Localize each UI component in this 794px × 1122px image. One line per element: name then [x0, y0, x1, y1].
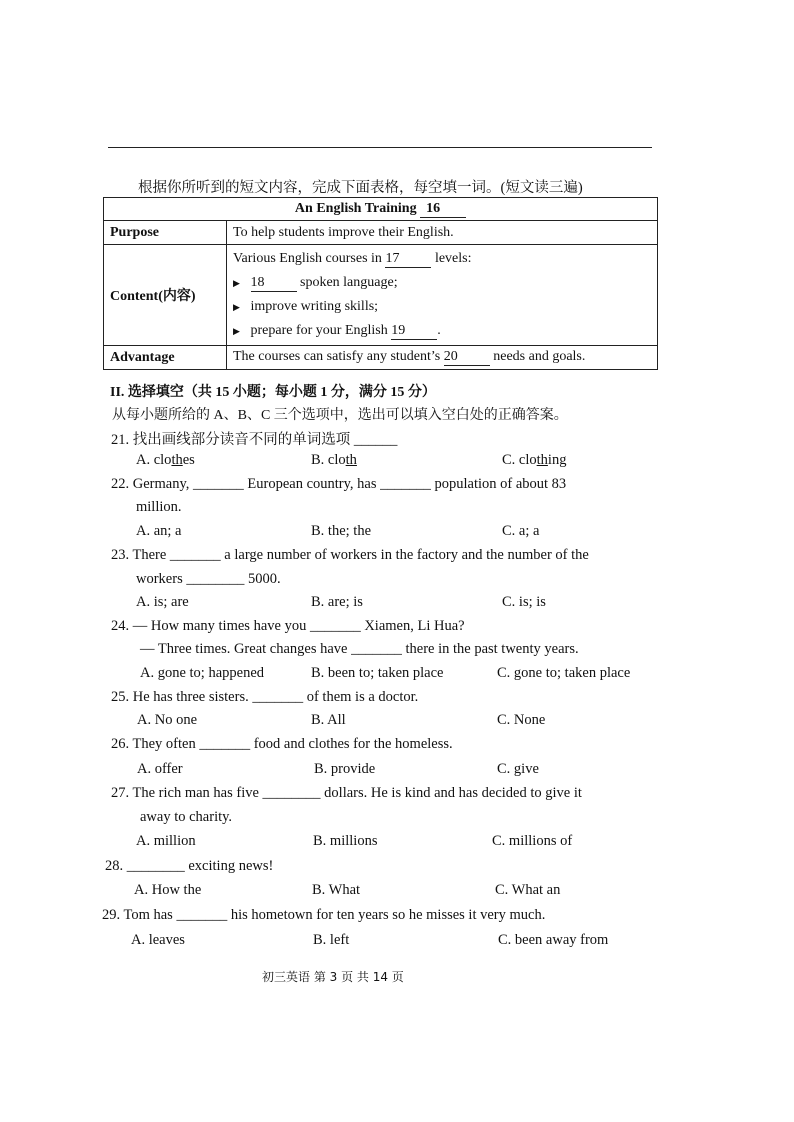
content-label: Content(内容) [104, 245, 227, 346]
q25-option-c[interactable]: C. None [497, 712, 546, 728]
advantage-label: Advantage [104, 346, 227, 370]
triangle-bullet-icon: ▶ [233, 302, 240, 312]
question-number: 26. [111, 736, 130, 752]
content-line-1-suffix: levels: [434, 251, 472, 266]
q26-option-a[interactable]: A. offer [137, 761, 183, 777]
blank-17[interactable]: 17 [385, 251, 431, 268]
question-28 [105, 858, 273, 875]
question-number: 29. [102, 907, 121, 923]
question-27-line2: away to charity. [140, 809, 233, 825]
blank-20[interactable]: 20 [444, 349, 490, 366]
question-number: 28. [105, 858, 124, 874]
q21-option-a[interactable]: A. clothes [136, 452, 195, 468]
q28-option-b[interactable]: B. What [312, 882, 361, 898]
question-stem: The rich man has five ________ dollars. He is kind and has decided to give it [132, 785, 582, 801]
q29-option-a[interactable]: A. leaves [131, 932, 185, 948]
q23-option-b[interactable]: B. are; is [311, 594, 363, 610]
q28-option-c[interactable]: C. What an [495, 882, 561, 898]
question-stem: He has three sisters. _______ of them is a doctor. [132, 689, 419, 705]
q24-option-c[interactable]: C. gone to; taken place [497, 665, 631, 681]
question-stem: — How many times have you _______ Xiamen, Li Hua? [132, 618, 465, 634]
section-instruction: 从每小题所给的 A、B、C 三个选项中，选出可以填入空白处的正确答案。 [112, 408, 568, 423]
question-22 [111, 476, 566, 493]
q22-option-c[interactable]: C. a; a [502, 523, 540, 539]
content-cell [227, 245, 658, 346]
q29-option-b[interactable]: B. left [313, 932, 350, 948]
question-24 [111, 618, 465, 635]
q26-option-c[interactable]: C. give [497, 761, 539, 777]
section-heading: II. 选择填空（共 15 小题；每小题 1 分，满分 15 分） [110, 385, 436, 400]
advantage-suffix: needs and goals. [493, 349, 586, 364]
listening-instruction: 根据你所听到的短文内容，完成下面表格，每空填一词。(短文读三遍) [138, 180, 583, 196]
question-number: 21. [111, 432, 130, 448]
page-footer: 初三英语 第 3 页 共 14 页 [262, 970, 404, 984]
q29-option-c[interactable]: C. been away from [498, 932, 609, 948]
advantage-text: The courses can satisfy any student’s [233, 349, 441, 364]
purpose-text: To help students improve their English. [227, 221, 658, 245]
content-line-4 [233, 319, 651, 343]
blank-16[interactable]: 16 [420, 201, 466, 218]
blank-19[interactable]: 19 [391, 323, 437, 340]
q21-option-b[interactable]: B. cloth [311, 452, 357, 468]
question-stem: ________ exciting news! [126, 858, 274, 874]
q23-option-c[interactable]: C. is; is [502, 594, 546, 610]
question-26 [111, 736, 453, 753]
q27-option-a[interactable]: A. million [136, 833, 196, 849]
advantage-cell [227, 346, 658, 370]
question-number: 23. [111, 547, 130, 563]
content-line-2-text: spoken language; [300, 275, 398, 290]
question-stem: 找出画线部分读音不同的单词选项 ______ [132, 432, 398, 448]
question-stem: There _______ a large number of workers in the factory and the number of the [132, 547, 589, 563]
triangle-bullet-icon: ▶ [233, 326, 240, 336]
content-line-3-text: improve writing skills; [250, 299, 379, 314]
question-23-line2: workers ________ 5000. [136, 571, 281, 587]
q21-option-c[interactable]: C. clothing [502, 452, 567, 468]
purpose-label: Purpose [104, 221, 227, 245]
content-line-4-text: prepare for your English [250, 323, 388, 338]
content-line-4-suffix: . [437, 323, 441, 338]
blank-18[interactable]: 18 [251, 275, 297, 292]
q24-option-a[interactable]: A. gone to; happened [140, 665, 265, 681]
q22-option-b[interactable]: B. the; the [311, 523, 372, 539]
q27-option-b[interactable]: B. millions [313, 833, 378, 849]
question-22-line2: million. [136, 499, 182, 515]
question-27 [111, 785, 582, 802]
q26-option-b[interactable]: B. provide [314, 761, 376, 777]
triangle-bullet-icon: ▶ [233, 278, 240, 288]
q27-option-c[interactable]: C. millions of [492, 833, 573, 849]
q23-option-a[interactable]: A. is; are [136, 594, 189, 610]
q24-option-b[interactable]: B. been to; taken place [311, 665, 444, 681]
top-rule [108, 147, 652, 148]
question-25 [111, 689, 418, 706]
question-number: 27. [111, 785, 130, 801]
question-29 [102, 907, 545, 924]
training-table [103, 197, 658, 370]
q25-option-b[interactable]: B. All [311, 712, 346, 728]
q28-option-a[interactable]: A. How the [134, 882, 202, 898]
question-number: 24. [111, 618, 130, 634]
content-line-3 [233, 295, 651, 319]
question-24-line2: — Three times. Great changes have _______ there in the past twenty years. [140, 641, 579, 657]
table-title [104, 198, 658, 221]
question-stem: Tom has _______ his hometown for ten years so he misses it very much. [123, 907, 546, 923]
content-line-2 [233, 271, 651, 295]
question-number: 22. [111, 476, 130, 492]
content-line-1-text: Various English courses in [233, 251, 382, 266]
question-stem: They often _______ food and clothes for the homeless. [132, 736, 453, 752]
question-21 [111, 428, 397, 449]
content-line-1 [233, 247, 651, 271]
q25-option-a[interactable]: A. No one [137, 712, 198, 728]
question-number: 25. [111, 689, 130, 705]
table-title-text: An English Training [294, 200, 417, 216]
question-stem: Germany, _______ European country, has _______ population of about 83 [132, 476, 567, 492]
q22-option-a[interactable]: A. an; a [136, 523, 182, 539]
question-23 [111, 547, 589, 564]
